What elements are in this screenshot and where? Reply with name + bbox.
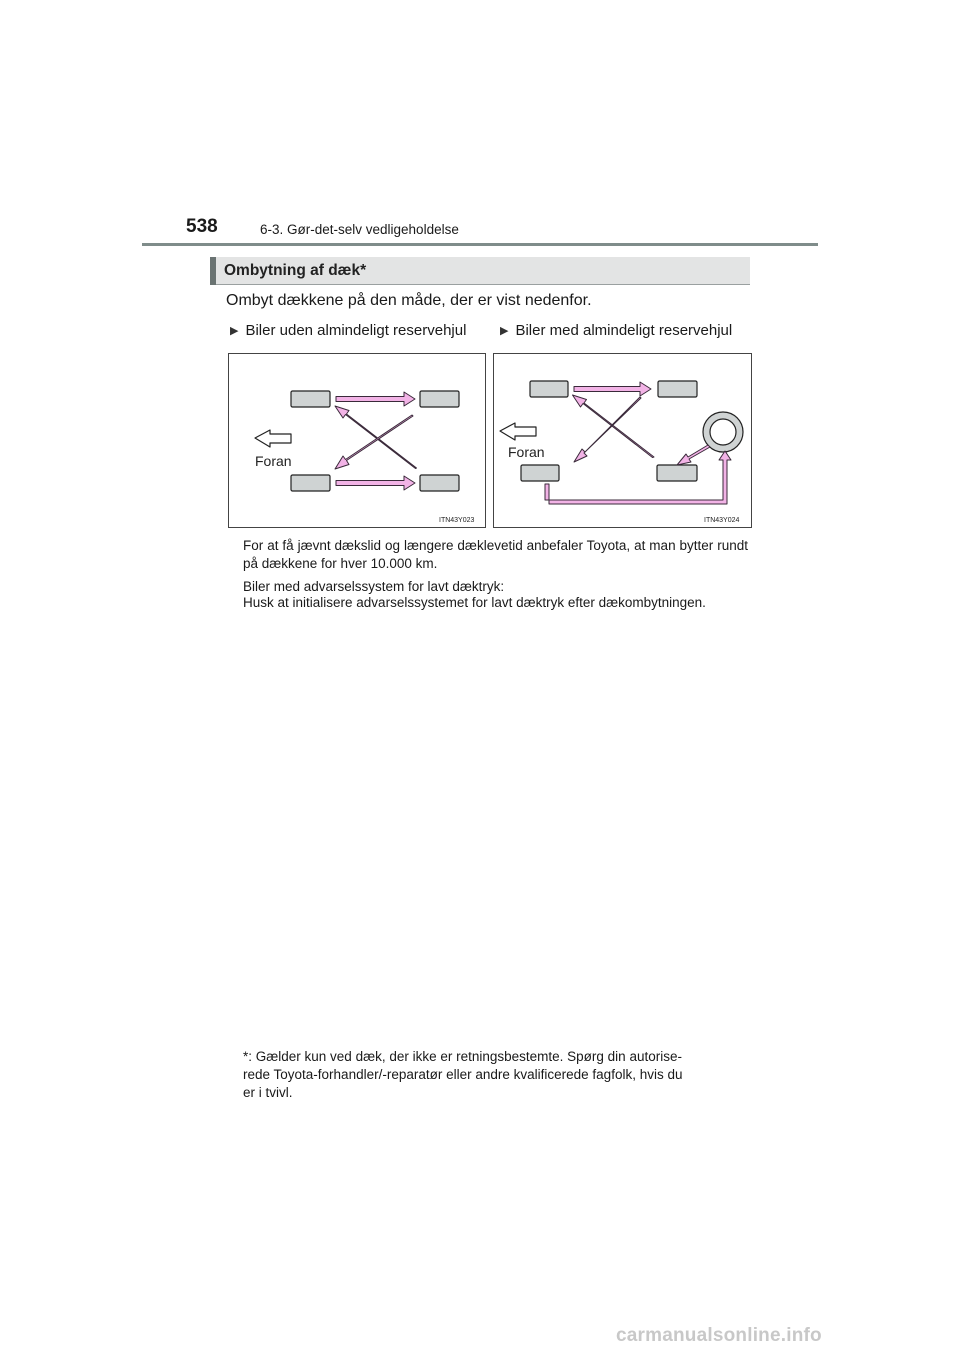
rotation-advice-paragraph: For at få jævnt dækslid og længere dæklevetid anbefaler Toyota, at man bytter rundt på dækkene for hver 10.000 km. xyxy=(243,538,748,571)
arrow-front-right-to-rear-left xyxy=(574,397,641,462)
tire-front-left xyxy=(291,391,330,407)
caption-text: Biler uden almindeligt reservehjul xyxy=(245,322,467,339)
tire-front-right xyxy=(420,391,459,407)
tire-front-left xyxy=(530,381,568,397)
front-label: Foran xyxy=(255,453,292,469)
rotation-diagram-with-spare xyxy=(493,353,752,528)
heading-accent xyxy=(210,257,216,285)
page-number: 538 xyxy=(186,216,218,237)
caption-without-spare xyxy=(230,322,466,339)
arrow-front-right-to-rear-left xyxy=(335,415,413,469)
tire-rear-right xyxy=(420,475,459,491)
watermark: carmanualsonline.info xyxy=(616,1325,822,1346)
caption-with-spare xyxy=(500,322,732,339)
footnote-line1: Gælder kun ved dæk, der ikke er retningsbestemte. Spørg din autorise- xyxy=(255,1049,682,1064)
footnote-line3: er i tvivl. xyxy=(243,1084,293,1100)
rotation-diagram-without-spare xyxy=(228,353,486,528)
triangle-bullet-icon: ▶ xyxy=(500,325,509,337)
arrow-rear-right-to-front-left xyxy=(573,395,655,458)
front-arrow-icon xyxy=(255,430,291,447)
tire-rear-left xyxy=(521,465,559,481)
arrow-rear-left-to-spare xyxy=(545,451,731,504)
tpms-note-line1: Biler med advarselssystem for lavt dæktryk: xyxy=(243,579,505,594)
arrow-spare-to-rear-right xyxy=(677,445,710,465)
arrow-front-left-to-front-right xyxy=(336,392,415,406)
header-rule xyxy=(142,243,818,246)
tpms-note-line2: Husk at initialisere advarselssystemet for lavt dæktryk efter dækombytningen. xyxy=(243,595,706,610)
caption-text: Biler med almindeligt reservehjul xyxy=(515,322,733,339)
footnote-marker: *: xyxy=(243,1049,256,1064)
arrow-rear-left-to-rear-right xyxy=(336,476,415,490)
front-label: Foran xyxy=(508,444,545,460)
rotation-diagram-svg xyxy=(229,354,485,527)
tire-rear-right xyxy=(657,465,697,481)
section-heading: Ombytning af dæk* xyxy=(224,262,367,279)
triangle-bullet-icon: ▶ xyxy=(230,325,239,337)
tire-front-right xyxy=(658,381,697,397)
footnote xyxy=(243,1048,748,1101)
diagram-code: ITN43Y023 xyxy=(439,517,475,524)
arrow-front-left-to-front-right xyxy=(574,382,651,396)
front-arrow-icon xyxy=(500,423,536,440)
section-title: 6-3. Gør-det-selv vedligeholdelse xyxy=(260,222,459,237)
rotation-diagram-svg xyxy=(494,354,751,527)
tire-rear-left xyxy=(291,475,330,491)
footnote-line2: rede Toyota-forhandler/-reparatør eller andre kvalificerede fagfolk, hvis du xyxy=(243,1066,683,1082)
intro-text: Ombyt dækkene på den måde, der er vist nedenfor. xyxy=(226,292,592,309)
diagram-code: ITN43Y024 xyxy=(704,517,740,524)
